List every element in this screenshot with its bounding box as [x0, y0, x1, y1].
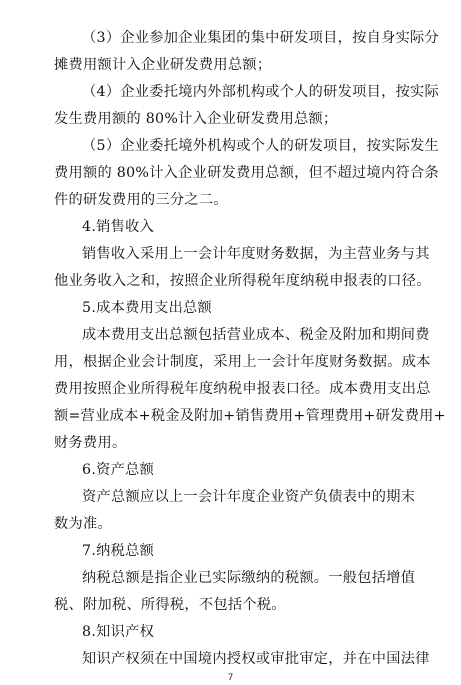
paragraph-line: （5）企业委托境外机构或个人的研发项目，按实际发生	[82, 138, 440, 154]
paragraph-line: 税、附加税、所得税，不包括个税。	[54, 597, 286, 613]
section-heading-total-tax: 7.纳税总额	[82, 543, 155, 559]
paragraph-line: 成本费用支出总额包括营业成本、税金及附加和期间费	[82, 327, 430, 343]
paragraph-line: 纳税总额是指企业已实际缴纳的税额。一般包括增值	[82, 570, 416, 586]
paragraph-line: 额=营业成本+税金及附加+销售费用+管理费用+研发费用+	[54, 408, 446, 424]
section-heading-total-cost: 5.成本费用支出总额	[82, 300, 213, 316]
paragraph-line: 件的研发费用的三分之二。	[54, 192, 228, 208]
paragraph-line: 数为准。	[54, 516, 112, 532]
paragraph-line: （4）企业委托境内外部机构或个人的研发项目，按实际	[82, 84, 440, 100]
paragraph-line: 费用额的 80%计入企业研发费用总额，但不超过境内符合条	[54, 165, 439, 181]
paragraph-line: 财务费用。	[54, 435, 127, 451]
paragraph-line: 费用按照企业所得税年度纳税申报表口径。成本费用支出总	[54, 381, 431, 397]
paragraph-line: （3）企业参加企业集团的集中研发项目，按自身实际分	[82, 30, 440, 46]
paragraph-line: 用，根据企业会计制度，采用上一会计年度财务数据。成本	[54, 354, 431, 370]
paragraph-line: 资产总额应以上一会计年度企业资产负债表中的期末	[82, 489, 416, 505]
paragraph-line: 摊费用额计入企业研发费用总额；	[54, 57, 272, 73]
paragraph-line: 发生费用额的 80%计入企业研发费用总额；	[54, 111, 338, 127]
paragraph-line: 他业务收入之和，按照企业所得税年度纳税申报表的口径。	[54, 273, 431, 289]
page-number: 7	[227, 673, 234, 683]
paragraph-line: 知识产权须在中国境内授权或审批审定，并在中国法律	[82, 651, 430, 667]
paragraph-line: 销售收入采用上一会计年度财务数据，为主营业务与其	[82, 246, 430, 262]
section-heading-total-assets: 6.资产总额	[82, 462, 155, 478]
section-heading-intellectual-property: 8.知识产权	[82, 624, 155, 640]
section-heading-sales-revenue: 4.销售收入	[82, 219, 155, 235]
